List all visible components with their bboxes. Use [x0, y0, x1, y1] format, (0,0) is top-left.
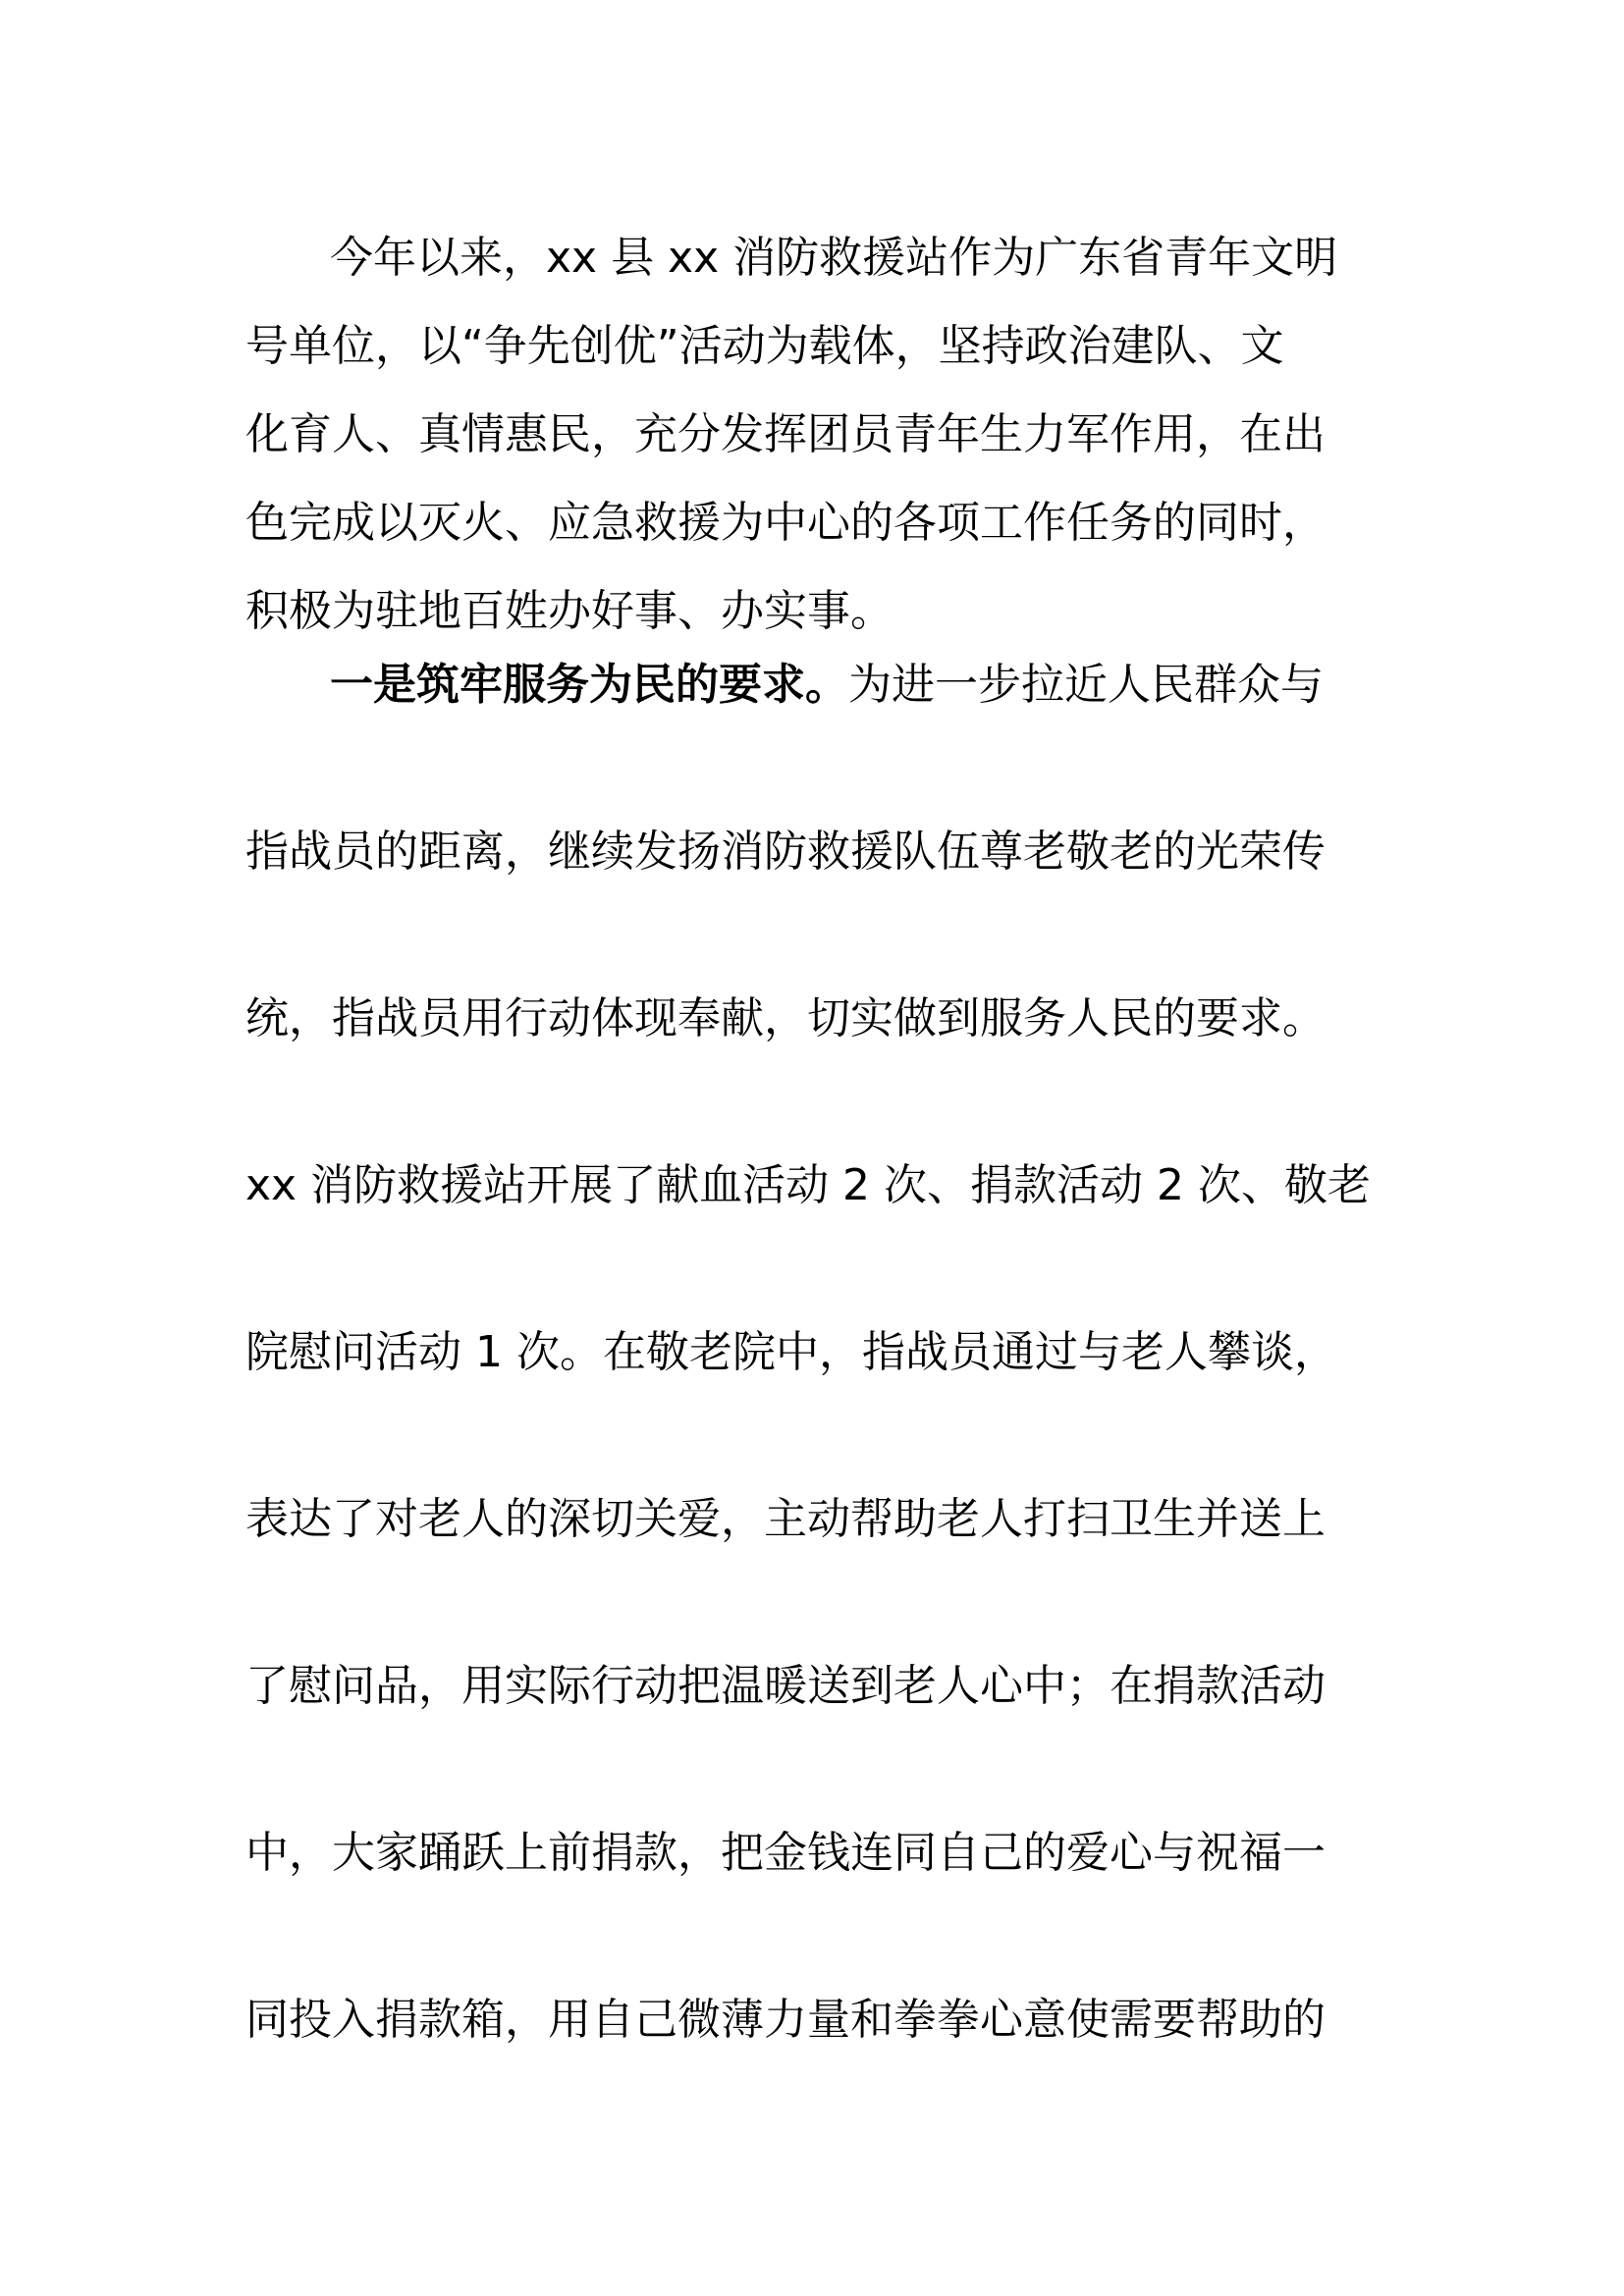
- paragraph-1-line-4: 色完成以灭火、应急救援为中心的各项工作任务的同时，: [245, 498, 1326, 548]
- paragraph-1-line-1: 今年以来，xx 县 xx 消防救援站作为广东省青年文明: [330, 233, 1338, 283]
- paragraph-2-line-6: 表达了对老人的深切关爱，主动帮助老人打扫卫生并送上: [245, 1494, 1326, 1544]
- paragraph-1-line-3: 化育人、真情惠民，充分发挥团员青年生力军作用，在出: [245, 409, 1326, 459]
- paragraph-2-line-8: 中，大家踊跃上前捐款，把金钱连同自己的爱心与祝福一: [245, 1828, 1326, 1878]
- paragraph-2-line-1-text: 为进一步拉近人民群众与: [848, 660, 1324, 710]
- paragraph-1-line-5: 积极为驻地百姓办好事、办实事。: [245, 586, 893, 636]
- paragraph-2-line-9: 同投入捐款箱，用自己微薄力量和拳拳心意使需要帮助的: [245, 1995, 1326, 2045]
- paragraph-2-line-2: 指战员的距离，继续发扬消防救援队伍尊老敬老的光荣传: [245, 827, 1326, 877]
- paragraph-2-line-5: 院慰问活动 1 次。在敬老院中，指战员通过与老人攀谈，: [245, 1327, 1337, 1377]
- paragraph-2-line-3: 统，指战员用行动体现奉献，切实做到服务人民的要求。: [245, 993, 1326, 1043]
- paragraph-2-line-4: xx 消防救援站开展了献血活动 2 次、捐款活动 2 次、敬老: [245, 1160, 1371, 1210]
- paragraph-2-line-1: [330, 656, 1324, 715]
- section-heading: 一是筑牢服务为民的要求。: [330, 660, 848, 710]
- paragraph-1-line-2: 号单位，以“争先创优”活动为载体，坚持政治建队、文: [245, 321, 1284, 371]
- paragraph-2-line-7: 了慰问品，用实际行动把温暖送到老人心中；在捐款活动: [245, 1661, 1326, 1711]
